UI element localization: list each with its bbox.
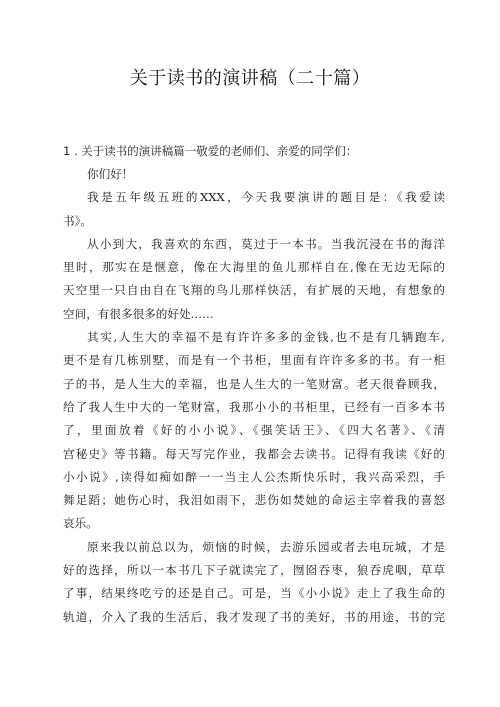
paragraph-line: 好的选择，所以一本书几下子就读完了，囫囵吞枣，狼吞虎咽，草草 bbox=[63, 563, 445, 578]
paragraph-line: 给了我人生中大的一笔财富，我那小小的书柜里，已经有一百多本书 bbox=[63, 399, 445, 414]
paragraph-line: 更不是有几栋别墅，而是有一个书柜，里面有许许多多的书。有一柜 bbox=[63, 353, 445, 368]
paragraph-line: 宫秘史》等书籍。每天写完作业，我都会去读书。记得有我读《好的 bbox=[63, 446, 445, 461]
paragraph-line: 了，里面放着《好的小小说》、《强笑话王》、《四大名著》、《清 bbox=[63, 423, 445, 438]
paragraph-line: 你们好！ bbox=[87, 167, 134, 181]
paragraph bbox=[63, 233, 445, 326]
paragraph-line: 书》。 bbox=[63, 213, 92, 228]
paragraph-line: 从小到大，我喜欢的东西，莫过于一本书。当我沉浸在书的海洋 bbox=[87, 236, 445, 251]
paragraph-line: 了事，结果终吃亏的还是自己。可是，当《小小说》走上了我生命的 bbox=[63, 586, 445, 601]
paragraph-line: 哀乐。 bbox=[63, 516, 98, 531]
paragraph bbox=[63, 163, 445, 186]
paragraph bbox=[63, 326, 445, 536]
paragraph-line: 我是五年级五班的XXX，今天我要演讲的题目是：《我爱读 bbox=[87, 190, 445, 205]
paragraph-line: 子的书，是人生大的幸福，也是人生大的一笔财富。老天很眷顾我， bbox=[63, 376, 445, 391]
document-title: 关于读书的演讲稿（二十篇） bbox=[129, 68, 371, 89]
paragraph bbox=[63, 186, 445, 233]
paragraph-line: 里时，那实在是惬意，像在大海里的鱼儿那样自在,像在无边无际的 bbox=[63, 260, 445, 275]
paragraph-line: 原来我以前总以为，烦恼的时候，去游乐园或者去电玩城，才是 bbox=[87, 539, 445, 554]
paragraph bbox=[63, 536, 445, 629]
paragraph-line: 天空里一只自由自在飞翔的鸟儿那样快活，有扩展的天地，有想象的 bbox=[63, 283, 445, 298]
paragraph-line: 其实,人生大的幸福不是有许许多多的金钱,也不是有几辆跑车, bbox=[87, 330, 445, 345]
paragraph-line: 空间，有很多很多的好处…… bbox=[63, 306, 214, 321]
paragraph-line: 舞足蹈；她伤心时，我泪如雨下，悲伤如焚她的命运主宰着我的喜怒 bbox=[63, 493, 445, 508]
paragraph-line: 轨道，介入了我的生活后，我才发现了书的美好，书的用途，书的完 bbox=[63, 609, 445, 624]
paragraph-line: 小小说》,读得如痴如醉一一当主人公杰斯快乐时，我兴高采烈，手 bbox=[63, 469, 445, 484]
item-heading: 1 . 关于读书的演讲稿篇一敬爱的老师们、亲爱的同学们： bbox=[63, 144, 358, 158]
document-body bbox=[63, 140, 445, 629]
